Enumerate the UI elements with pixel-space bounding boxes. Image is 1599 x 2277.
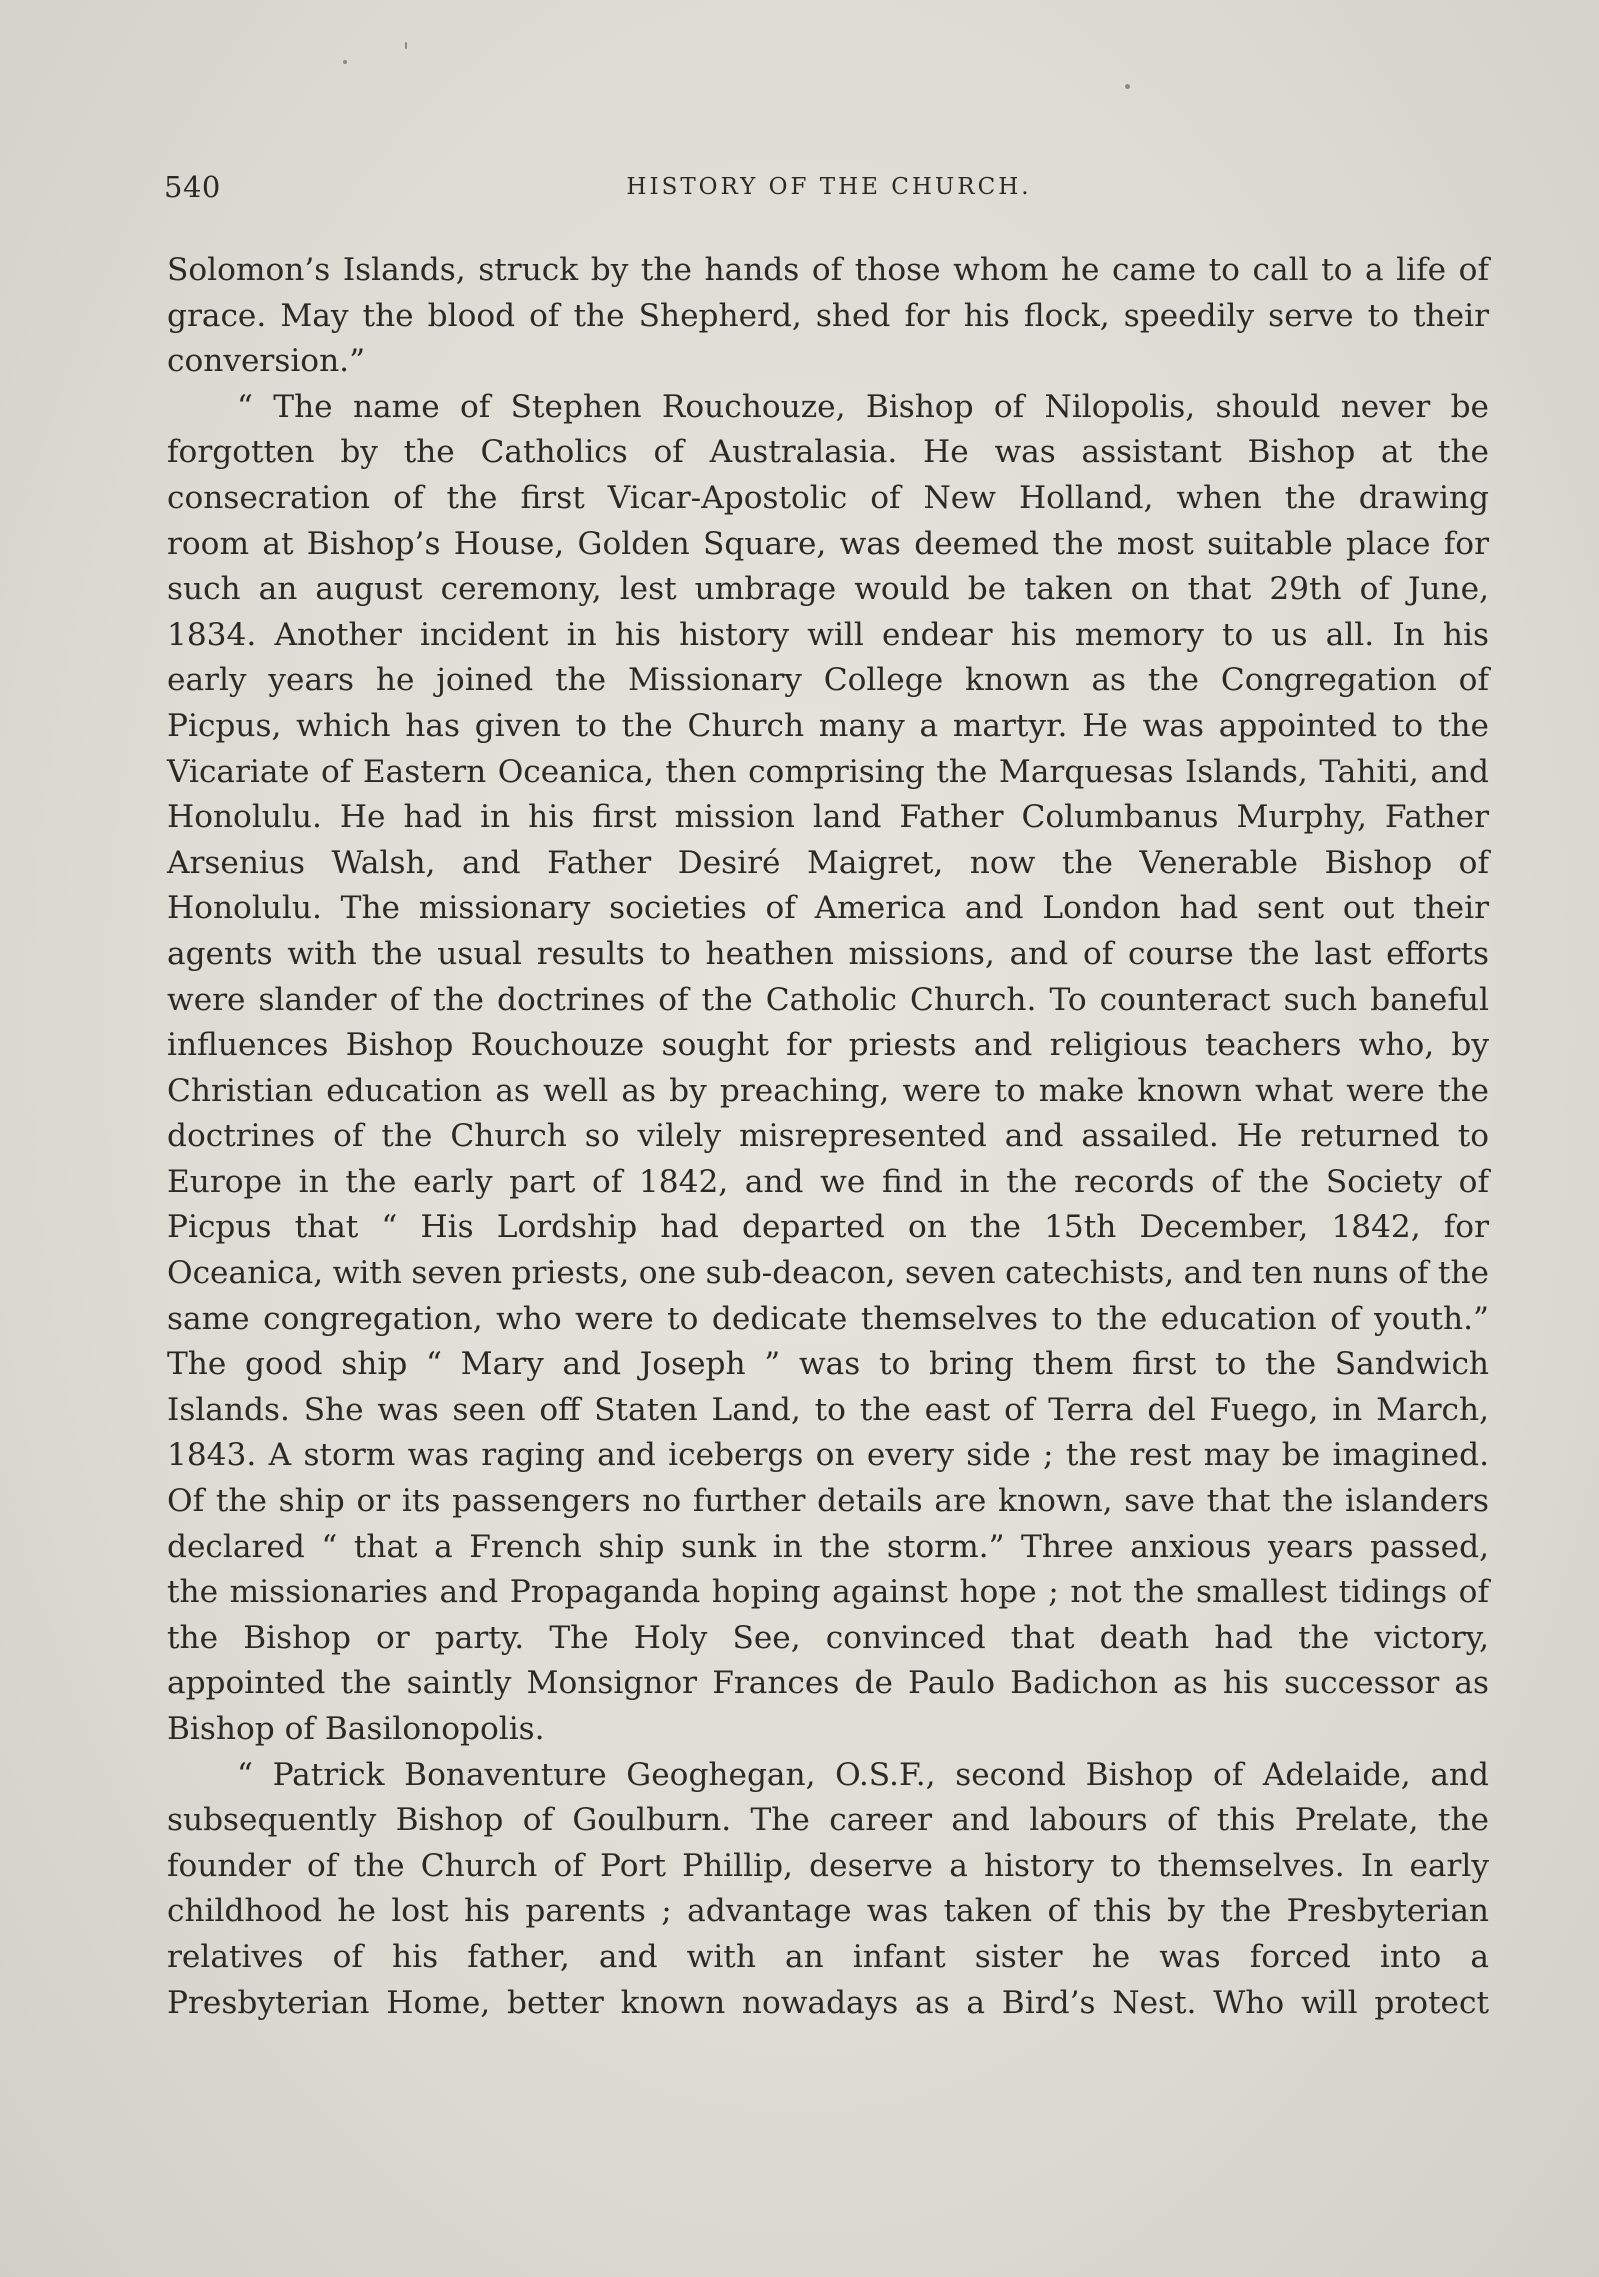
text-line: agents with the usual results to heathen missions, and of course the last efforts (167, 935, 1489, 972)
text-line: Bishop of Basilonopolis. (167, 1711, 545, 1747)
text-line: the missionaries and Propaganda hoping against hope ; not the smallest tidings of (167, 1574, 1489, 1611)
text-line: Europe in the early part of 1842, and we find in the records of the Society of (167, 1163, 1489, 1200)
text-line: founder of the Church of Port Phillip, deserve a history to themselves. In early (167, 1847, 1489, 1884)
text-line: room at Bishop’s House, Golden Square, was deemed the most suitable place for (167, 525, 1489, 562)
text-line: Arsenius Walsh, and Father Desiré Maigret, now the Venerable Bishop of (167, 844, 1489, 881)
text-line: consecration of the first Vicar-Apostolic of New Holland, when the drawing (167, 479, 1489, 516)
paper-speck (343, 60, 347, 64)
page-header (164, 170, 1494, 216)
text-line: Vicariate of Eastern Oceanica, then comprising the Marquesas Islands, Tahiti, and (167, 753, 1489, 790)
text-line: forgotten by the Catholics of Australasia. He was assistant Bishop at the (167, 434, 1489, 471)
text-line: declared “ that a French ship sunk in the storm.” Three anxious years passed, (167, 1528, 1489, 1565)
text-line: same congregation, who were to dedicate themselves to the education of youth.” (167, 1300, 1489, 1337)
text-line: Picpus that “ His Lordship had departed on the 15th December, 1842, for (167, 1209, 1489, 1246)
paper-speck (405, 42, 407, 49)
body-text (167, 248, 1489, 2026)
page-number: 540 (164, 170, 221, 204)
text-line: “ Patrick Bonaventure Geoghegan, O.S.F., second Bishop of Adelaide, and (237, 1756, 1489, 1793)
text-line: Honolulu. The missionary societies of America and London had sent out their (167, 890, 1489, 927)
text-line: Solomon’s Islands, struck by the hands of those whom he came to call to a life of (167, 252, 1489, 288)
text-line: 1843. A storm was raging and icebergs on every side ; the rest may be imagined. (167, 1437, 1489, 1474)
text-line: Honolulu. He had in his first mission land Father Columbanus Murphy, Father (167, 799, 1489, 836)
text-line: such an august ceremony, lest umbrage would be taken on that 29th of June, (167, 571, 1489, 608)
text-line: doctrines of the Church so vilely misrepresented and assailed. He returned to (167, 1118, 1489, 1155)
paper-speck (1125, 84, 1130, 89)
text-line: Islands. She was seen off Staten Land, to the east of Terra del Fuego, in March, (167, 1391, 1489, 1428)
text-line: the Bishop or party. The Holy See, convinced that death had the victory, (167, 1619, 1489, 1656)
text-line: early years he joined the Missionary College known as the Congregation of (167, 662, 1489, 699)
text-line: Christian education as well as by preaching, were to make known what were the (167, 1072, 1489, 1109)
text-line: Picpus, which has given to the Church many a martyr. He was appointed to the (167, 707, 1489, 744)
text-line: relatives of his father, and with an infant sister he was forced into a (167, 1938, 1489, 1975)
running-head: HISTORY OF THE CHURCH. (626, 174, 1032, 200)
text-line: influences Bishop Rouchouze sought for priests and religious teachers who, by (167, 1027, 1489, 1064)
text-line: 1834. Another incident in his history will endear his memory to us all. In his (167, 616, 1489, 653)
text-line: The good ship “ Mary and Joseph ” was to bring them first to the Sandwich (167, 1346, 1489, 1383)
text-line: Of the ship or its passengers no further details are known, save that the islanders (167, 1483, 1489, 1520)
text-line: grace. May the blood of the Shepherd, shed for his flock, speedily serve to their (167, 297, 1489, 334)
text-line: Presbyterian Home, better known nowadays as a Bird’s Nest. Who will protect (167, 1984, 1489, 2021)
text-line: childhood he lost his parents ; advantage was taken of this by the Presbyterian (167, 1893, 1489, 1930)
text-line: subsequently Bishop of Goulburn. The career and labours of this Prelate, the (167, 1802, 1489, 1839)
text-line: conversion.” (167, 343, 366, 380)
text-line: “ The name of Stephen Rouchouze, Bishop of Nilopolis, should never be (237, 388, 1489, 425)
text-line: Oceanica, with seven priests, one sub-deacon, seven catechists, and ten nuns of the (167, 1255, 1489, 1292)
text-line: were slander of the doctrines of the Catholic Church. To counteract such baneful (167, 981, 1489, 1018)
text-line: appointed the saintly Monsignor Frances de Paulo Badichon as his successor as (167, 1665, 1489, 1702)
